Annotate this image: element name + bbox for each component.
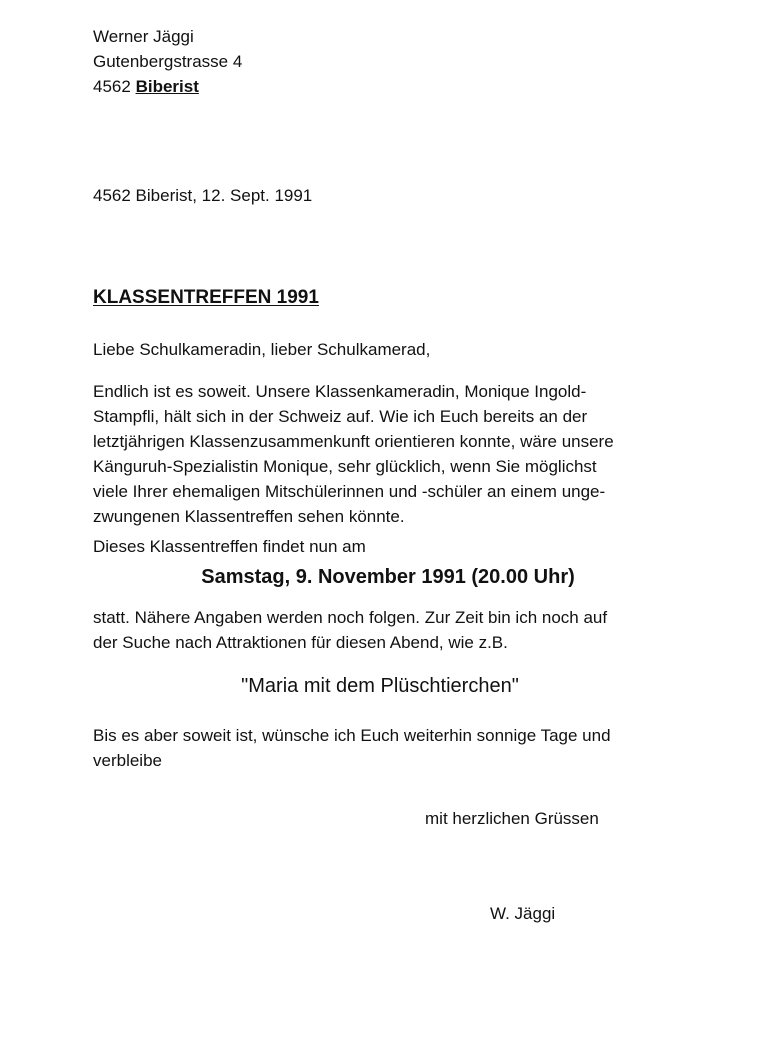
paragraph-line: Känguruh-Spezialistin Monique, sehr glücklich, wenn Sie möglichst [93, 457, 597, 476]
sender-locality [93, 74, 242, 99]
paragraph-line: letztjährigen Klassenzusammenkunft orientieren konnte, wäre unsere [93, 432, 614, 451]
paragraph-line: Stampfli, hält sich in der Schweiz auf. Wie ich Euch bereits an der [93, 407, 588, 426]
sender-town: Biberist [135, 77, 199, 96]
paragraph-line: der Suche nach Attraktionen für diesen Abend, wie z.B. [93, 633, 508, 652]
paragraph-line: zwungenen Klassentreffen sehen könnte. [93, 507, 405, 526]
event-date: Samstag, 9. November 1991 [201, 566, 466, 588]
sender-address [93, 24, 242, 99]
paragraph-line: Bis es aber soweit ist, wünsche ich Euch weiterhin sonnige Tage und [93, 726, 611, 745]
paragraph-line: statt. Nähere Angaben werden noch folgen. Zur Zeit bin ich noch auf [93, 608, 608, 627]
closing-line: mit herzlichen Grüssen [425, 809, 599, 828]
sender-postcode: 4562 [93, 77, 131, 96]
event-announcement [0, 565, 780, 590]
sender-name: Werner Jäggi [93, 27, 194, 46]
sender-street: Gutenbergstrasse 4 [93, 52, 243, 71]
event-time: (20.00 Uhr) [471, 566, 575, 588]
paragraph-farewell [93, 723, 611, 773]
paragraph-line: viele Ihrer ehemaligen Mitschülerinnen und -schüler an einem unge- [93, 482, 606, 501]
signature: W. Jäggi [490, 904, 556, 923]
salutation: Liebe Schulkameradin, lieber Schulkamerad, [93, 340, 431, 359]
event-intro: Dieses Klassentreffen findet nun am [93, 537, 366, 556]
paragraph-line: verbleibe [93, 751, 162, 770]
letter-subject: KLASSENTREFFEN 1991 [93, 287, 319, 308]
paragraph-line: Endlich ist es soweit. Unsere Klassenkameradin, Monique Ingold- [93, 382, 587, 401]
date-line: 4562 Biberist, 12. Sept. 1991 [93, 186, 313, 205]
paragraph-intro [93, 379, 614, 529]
attraction-text: "Maria mit dem Plüschtierchen" [241, 675, 519, 697]
attraction-quote [0, 674, 780, 699]
paragraph-details [93, 605, 607, 655]
